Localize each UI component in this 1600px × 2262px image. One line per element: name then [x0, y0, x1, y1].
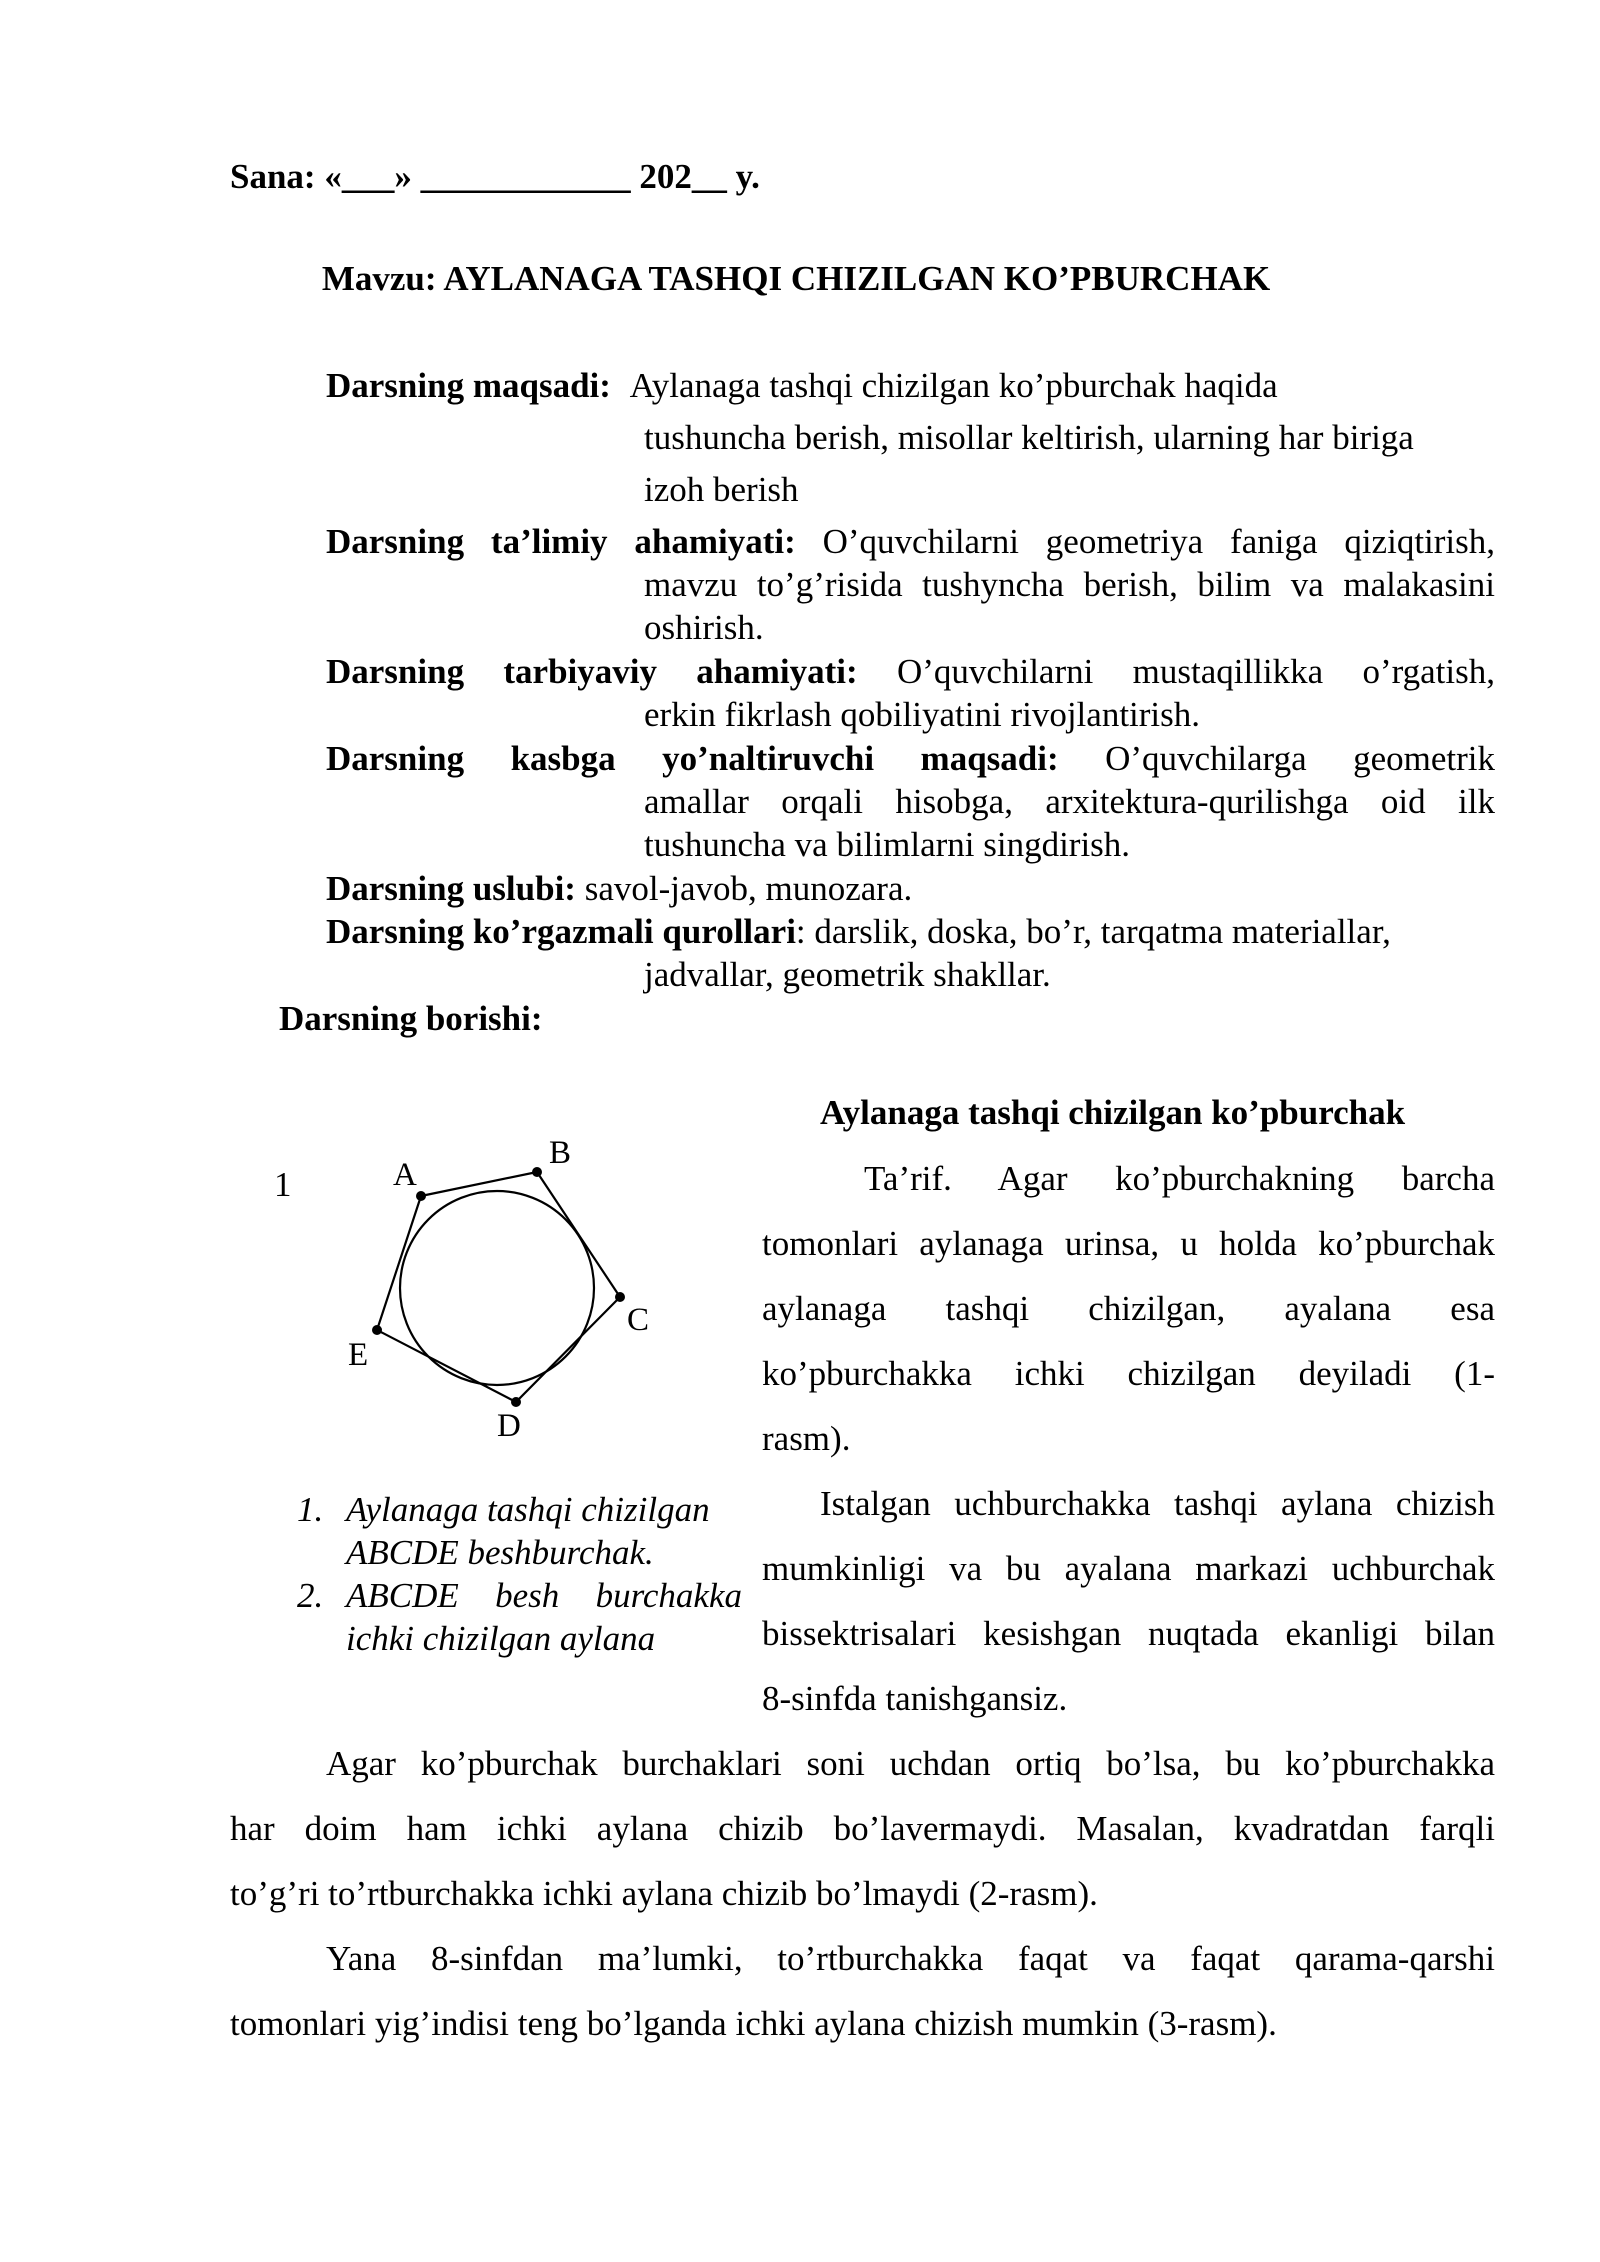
kasbga-row	[326, 737, 1495, 780]
paragraph-4-line-2: tomonlari yig’indisi teng bo’lganda ichki aylana chizish mumkin (3-rasm).	[230, 2004, 1277, 2043]
vertex-b-dot	[532, 1167, 542, 1177]
tarbiyaviy-text: O’quvchilarni mustaqillikka o’rgatish,	[897, 652, 1496, 691]
talimiy-line-3: oshirish.	[644, 608, 764, 647]
talimiy-row	[326, 520, 1495, 563]
kasbga-line-2: amallar orqali hisobga, arxitektura-qurilishga oid ilk	[644, 782, 1495, 821]
definition-line-5: rasm).	[762, 1419, 851, 1458]
tarbiyaviy-row	[326, 650, 1495, 693]
label-c: C	[627, 1302, 650, 1338]
caption-1-line-1: Aylanaga tashqi chizilgan	[346, 1490, 710, 1529]
borishi-heading: Darsning borishi:	[279, 999, 543, 1038]
paragraph-2-line-2: mumkinligi va bu ayalana markazi uchburchak	[762, 1549, 1495, 1588]
definition-line-4: ko’pburchakka ichki chizilgan deyiladi (1-	[762, 1354, 1495, 1393]
label-a: A	[393, 1157, 417, 1193]
talimiy-label: Darsning ta’limiy ahamiyati:	[326, 522, 796, 561]
kasbga-text: O’quvchilarga geometrik	[1105, 739, 1495, 778]
maqsad-row	[326, 364, 1278, 407]
paragraph-3-line-2: har doim ham ichki aylana chizib bo’lavermaydi. Masalan, kvadratdan farqli	[230, 1809, 1495, 1848]
paragraph-3-line-1: Agar ko’pburchak burchaklari soni uchdan ortiq bo’lsa, bu ko’pburchakka	[326, 1744, 1495, 1783]
caption-1-number: 1.	[297, 1490, 324, 1529]
paragraph-2-line-1: Istalgan uchburchakka tashqi aylana chizish	[820, 1484, 1495, 1523]
section-heading: Aylanaga tashqi chizilgan ko’pburchak	[820, 1093, 1406, 1132]
kasbga-line-3: tushuncha va bilimlarni singdirish.	[644, 825, 1131, 864]
maqsad-text: Aylanaga tashqi chizilgan ko’pburchak haqida	[629, 366, 1278, 405]
paragraph-4-line-1: Yana 8-sinfdan ma’lumki, to’rtburchakka faqat va faqat qarama-qarshi	[326, 1939, 1495, 1978]
definition-line-1: Ta’rif. Agar ko’pburchakning barcha	[864, 1159, 1495, 1198]
label-b: B	[549, 1135, 572, 1171]
vertex-c-dot	[615, 1292, 625, 1302]
caption-2-number: 2.	[297, 1576, 324, 1615]
vertex-a-dot	[416, 1191, 426, 1201]
definition-line-2: tomonlari aylanaga urinsa, u holda ko’pburchak	[762, 1224, 1495, 1263]
page-title	[0, 257, 1600, 300]
vertex-d-dot	[511, 1397, 521, 1407]
qurollar-row	[326, 910, 1391, 953]
talimiy-line-2: mavzu to’g’risida tushyncha berish, bilim va malakasini	[644, 565, 1495, 604]
caption-1-line-2: ABCDE beshburchak.	[346, 1533, 654, 1572]
label-d: D	[497, 1408, 521, 1444]
qurollar-text: : darslik, doska, bo’r, tarqatma materiallar,	[795, 912, 1391, 951]
date-line: Sana: «___» ____________ 202__ y.	[230, 157, 760, 196]
uslubi-row	[326, 867, 912, 910]
qurollar-label: Darsning ko’rgazmali qurollari	[326, 912, 796, 951]
talimiy-text: O’quvchilarni geometriya faniga qiziqtirish,	[822, 522, 1496, 561]
maqsad-line-3: izoh berish	[644, 470, 799, 509]
label-e: E	[348, 1337, 369, 1373]
figure-number: 1	[274, 1165, 292, 1204]
kasbga-label: Darsning kasbga yo’naltiruvchi maqsadi:	[326, 739, 1059, 778]
uslubi-label: Darsning uslubi:	[326, 869, 576, 908]
paragraph-2-line-4: 8-sinfda tanishgansiz.	[762, 1679, 1068, 1718]
pentagon-figure	[300, 1110, 720, 1470]
uslubi-text: savol-javob, munozara.	[584, 869, 913, 908]
maqsad-line-2: tushuncha berish, misollar keltirish, ularning har biriga	[644, 418, 1414, 457]
vertex-e-dot	[372, 1325, 382, 1335]
caption-2-line-1: ABCDE besh burchakka	[346, 1576, 742, 1615]
maqsad-label: Darsning maqsadi:	[326, 366, 611, 405]
caption-2-line-2: ichki chizilgan aylana	[346, 1619, 656, 1658]
pentagon-abcde	[377, 1172, 620, 1402]
definition-line-3: aylanaga tashqi chizilgan, ayalana esa	[762, 1289, 1495, 1328]
paragraph-3-line-3: to’g’ri to’rtburchakka ichki aylana chizib bo’lmaydi (2-rasm).	[230, 1874, 1098, 1913]
page-title-text: Mavzu: AYLANAGA TASHQI CHIZILGAN KO’PBURCHAK	[321, 259, 1271, 298]
qurollar-line-2: jadvallar, geometrik shakllar.	[644, 955, 1051, 994]
tarbiyaviy-line-2: erkin fikrlash qobiliyatini rivojlantirish.	[644, 695, 1201, 734]
paragraph-2-line-3: bissektrisalari kesishgan nuqtada ekanligi bilan	[762, 1614, 1495, 1653]
tarbiyaviy-label: Darsning tarbiyaviy ahamiyati:	[326, 652, 858, 691]
